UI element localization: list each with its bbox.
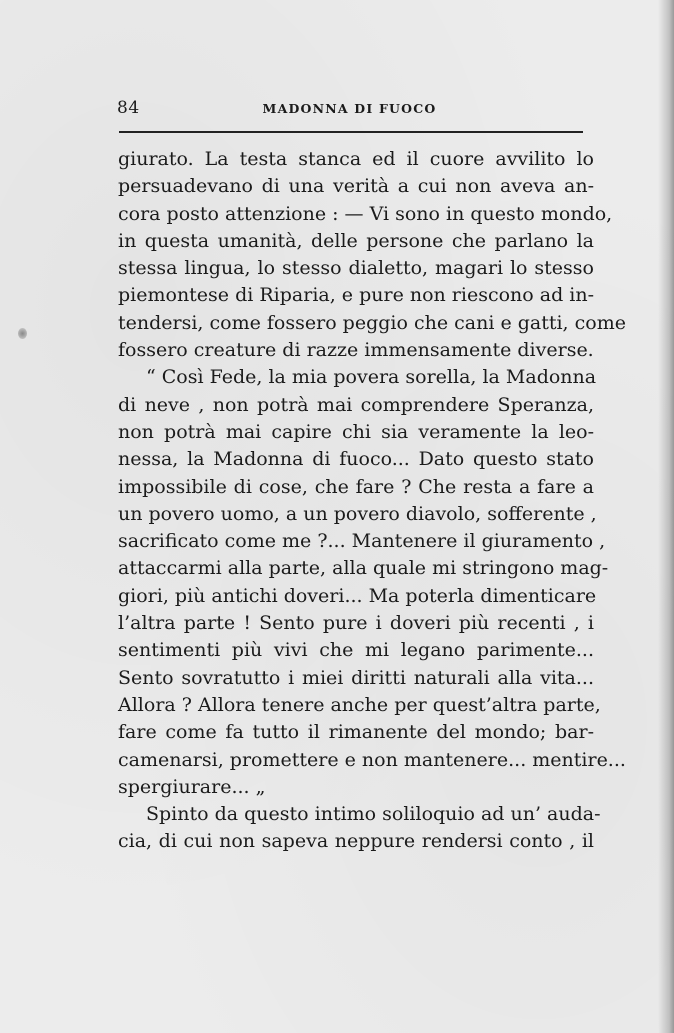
text-line: Spinto da questo intimo soliloquio ad un’ auda-: [146, 803, 601, 826]
ink-spot: [18, 328, 27, 339]
text-line: l’altra parte ! Sento pure i doveri più recenti , i: [118, 612, 594, 635]
text-line: giurato. La testa stanca ed il cuore avvilito lo: [118, 148, 594, 170]
page-number: 84: [117, 98, 140, 118]
text-line: giori, più antichi doveri... Ma poterla dimenticare: [118, 584, 597, 607]
running-title: MADONNA DI FUOCO: [262, 101, 437, 116]
text-line: Allora ? Allora tenere anche per quest’altra parte,: [118, 693, 601, 716]
page-edge-shadow: [658, 0, 674, 1033]
text-line: “ Così Fede, la mia povera sorella, la Madonna: [146, 366, 597, 389]
text-line: impossibile di cose, che fare ? Che resta a fare a: [118, 475, 594, 498]
text-line: fossero creature di razze immensamente diverse.: [118, 339, 594, 362]
text-line: sacrificato come me ?... Mantenere il giuramento ,: [118, 530, 606, 553]
text-line: in questa umanità, delle persone che parlano la: [118, 229, 594, 252]
header-rule: [119, 131, 583, 133]
text-line: fare come fa tutto il rimanente del mondo; bar-: [118, 721, 594, 744]
text-line: sentimenti più vivi che mi legano parimente...: [118, 639, 594, 662]
text-line: camenarsi, promettere e non mantenere... mentire...: [118, 748, 626, 771]
text-line: spergiurare... „: [118, 775, 266, 798]
text-line: cia, di cui non sapeva neppure rendersi conto , il: [118, 830, 594, 853]
body-text: [118, 146, 626, 856]
text-line: persuadevano di una verità a cui non aveva an-: [118, 175, 594, 198]
text-line: un povero uomo, a un povero diavolo, sofferente ,: [118, 502, 597, 525]
text-line: Sento sovratutto i miei diritti naturali alla vita...: [118, 666, 594, 689]
page-header: [117, 98, 582, 122]
text-line: tendersi, come fossero peggio che cani e gatti, come: [118, 311, 626, 334]
text-line: attaccarmi alla parte, alla quale mi stringono mag-: [118, 557, 609, 580]
text-line: nessa, la Madonna di fuoco... Dato questo stato: [118, 448, 594, 471]
text-line: non potrà mai capire chi sia veramente la leo-: [118, 420, 594, 443]
text-line: di neve , non potrà mai comprendere Speranza,: [118, 393, 594, 416]
text-line: piemontese di Riparia, e pure non riescono ad in-: [118, 284, 595, 307]
text-line: stessa lingua, lo stesso dialetto, magari lo stesso: [118, 257, 594, 280]
text-line: cora posto attenzione : — Vi sono in questo mondo,: [118, 202, 613, 225]
